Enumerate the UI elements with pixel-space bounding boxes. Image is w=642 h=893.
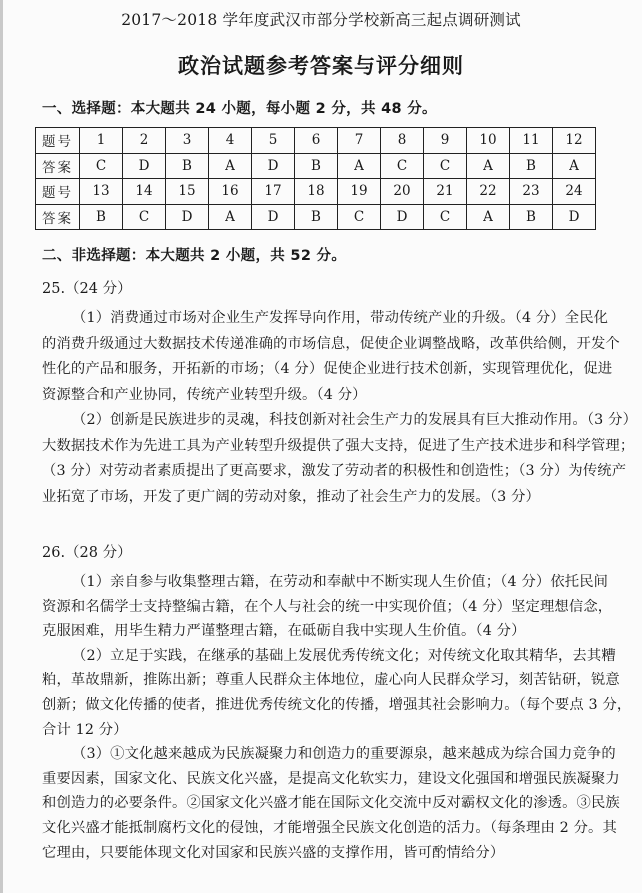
- answer-cell: C: [424, 153, 467, 179]
- question-number-cell: 23: [510, 179, 553, 205]
- answer-row: [36, 204, 596, 230]
- question-number-cell: 10: [467, 128, 510, 154]
- question-number-row-label: 题号: [36, 179, 80, 205]
- q25-answer-line: 大数据技术作为先进工具为产业转型升级提供了强大支持，促进了生产技术进步和科学管理；: [42, 437, 635, 454]
- question-number-row: [36, 179, 596, 205]
- q26-label: 26.（28 分）: [42, 545, 132, 561]
- answer-cell: D: [166, 204, 209, 230]
- question-number-cell: 5: [252, 128, 295, 154]
- question-number-cell: 13: [80, 179, 123, 205]
- question-number-cell: 15: [166, 179, 209, 205]
- answer-cell: D: [252, 204, 295, 230]
- question-number-cell: 1: [80, 128, 123, 154]
- q25-answer-line: 资源整合和产业协同，传统产业转型升级。（4 分）: [42, 386, 367, 403]
- q26-answer-line: 合计 12 分）: [42, 721, 128, 738]
- scan-edge: [0, 0, 3, 893]
- answer-cell: D: [553, 204, 596, 230]
- question-number-cell: 2: [123, 128, 166, 154]
- question-number-cell: 4: [209, 128, 252, 154]
- answer-cell: B: [510, 204, 553, 230]
- question-number-cell: 24: [553, 179, 596, 205]
- question-number-cell: 14: [123, 179, 166, 205]
- q25-label: 25.（24 分）: [42, 281, 132, 297]
- answer-table: [35, 127, 596, 230]
- answer-row-label: 答案: [36, 153, 80, 179]
- q26-answer-line: 重要因素，国家文化、民族文化兴盛，是提高文化软实力，建设文化强国和增强民族凝聚力: [42, 770, 620, 787]
- q25-answer-line: （2）创新是民族进步的灵魂，科技创新对社会生产力的发展具有巨大推动作用。（3 分）: [72, 412, 638, 428]
- answer-cell: C: [123, 204, 166, 230]
- q25-answer-line: （1）消费通过市场对企业生产发挥导向作用，带动传统产业的升级。（4 分）全民化: [72, 310, 609, 326]
- q26-answer-line: 它理由，只要能体现文化对国家和民族兴盛的支撑作用，皆可酌情给分）: [42, 844, 505, 861]
- answer-cell: A: [338, 153, 381, 179]
- answer-cell: D: [381, 204, 424, 230]
- question-number-cell: 20: [381, 179, 424, 205]
- question-number-cell: 21: [424, 179, 467, 205]
- q26-answer-line: 克服困难，用毕生精力严谨整理古籍，在砥砺自我中实现人生价值。（4 分）: [42, 623, 526, 640]
- answer-cell: A: [553, 153, 596, 179]
- answer-cell: B: [295, 204, 338, 230]
- question-number-cell: 12: [553, 128, 596, 154]
- question-number-cell: 11: [510, 128, 553, 154]
- question-number-cell: 6: [295, 128, 338, 154]
- question-number-cell: 19: [338, 179, 381, 205]
- answer-cell: A: [467, 153, 510, 179]
- question-number-cell: 22: [467, 179, 510, 205]
- question-number-cell: 16: [209, 179, 252, 205]
- question-number-cell: 3: [166, 128, 209, 154]
- question-number-row: [36, 128, 596, 154]
- q26-answer-line: 文化兴盛才能抵制腐朽文化的侵蚀，才能增强全民族文化创造的活力。（每条理由 2 分。其: [42, 820, 617, 836]
- q25-answer-line: 的消费升级通过大数据技术传递准确的市场信息，促使企业调整战略，改革供给侧，开发个: [42, 335, 620, 352]
- q26-answer-line: 资源和名儒学士支持整编古籍，在个人与社会的统一中实现价值；（4 分）坚定理想信念，: [42, 598, 613, 615]
- page-title: 政治试题参考答案与评分细则: [178, 54, 464, 78]
- exam-subtitle: 2017～2018 学年度武汉市部分学校新高三起点调研测试: [121, 11, 521, 29]
- question-number-cell: 8: [381, 128, 424, 154]
- section1-heading: 一、选择题：本大题共 24 小题，每小题 2 分，共 48 分。: [42, 101, 437, 117]
- q25-answer-line: （3 分）对劳动者素质提出了更高要求，激发了劳动者的积极性和创造性；（3 分）为传统产: [42, 463, 627, 479]
- answer-cell: C: [338, 204, 381, 230]
- answer-row: [36, 153, 596, 179]
- answer-cell: B: [510, 153, 553, 179]
- answer-cell: D: [252, 153, 295, 179]
- answer-cell: C: [424, 204, 467, 230]
- question-number-cell: 7: [338, 128, 381, 154]
- q25-answer-line: 性化的产品和服务，开拓新的市场；（4 分）促使企业进行技术创新，实现管理优化，促进: [42, 361, 613, 377]
- answer-cell: B: [295, 153, 338, 179]
- answer-row-label: 答案: [36, 204, 80, 230]
- answer-cell: B: [80, 204, 123, 230]
- answer-cell: A: [467, 204, 510, 230]
- answer-cell: D: [123, 153, 166, 179]
- question-number-cell: 18: [295, 179, 338, 205]
- q26-answer-line: 和创造力的必要条件。②国家文化兴盛才能在国际文化交流中反对霸权文化的渗透。③民族: [42, 795, 620, 812]
- q26-answer-line: 粕，革故鼎新，推陈出新；尊重人民群众主体地位，虚心向人民群众学习，刻苦钻研，锐意: [42, 672, 620, 689]
- q26-answer-line: 创新；做文化传播的使者，推进优秀传统文化的传播，增强其社会影响力。（每个要点 3 分，: [42, 697, 632, 713]
- q26-answer-line: （3）①文化越来越成为民族凝聚力和创造力的重要源泉，越来越成为综合国力竞争的: [72, 746, 616, 763]
- question-number-row-label: 题号: [36, 128, 80, 154]
- answer-cell: A: [209, 153, 252, 179]
- q26-answer-line: （1）亲自参与收集整理古籍，在劳动和奉献中不断实现人生价值；（4 分）依托民间: [72, 574, 609, 590]
- answer-cell: A: [209, 204, 252, 230]
- q26-answer-line: （2）立足于实践，在继承的基础上发展优秀传统文化；对传统文化取其精华，去其糟: [72, 647, 616, 664]
- answer-cell: C: [381, 153, 424, 179]
- answer-cell: C: [80, 153, 123, 179]
- q25-answer-line: 业拓宽了市场，开发了更广阔的劳动对象，推动了社会生产力的发展。（3 分）: [42, 488, 540, 505]
- question-number-cell: 9: [424, 128, 467, 154]
- question-number-cell: 17: [252, 179, 295, 205]
- section2-heading: 二、非选择题：本大题共 2 小题，共 52 分。: [42, 248, 347, 264]
- answer-cell: B: [166, 153, 209, 179]
